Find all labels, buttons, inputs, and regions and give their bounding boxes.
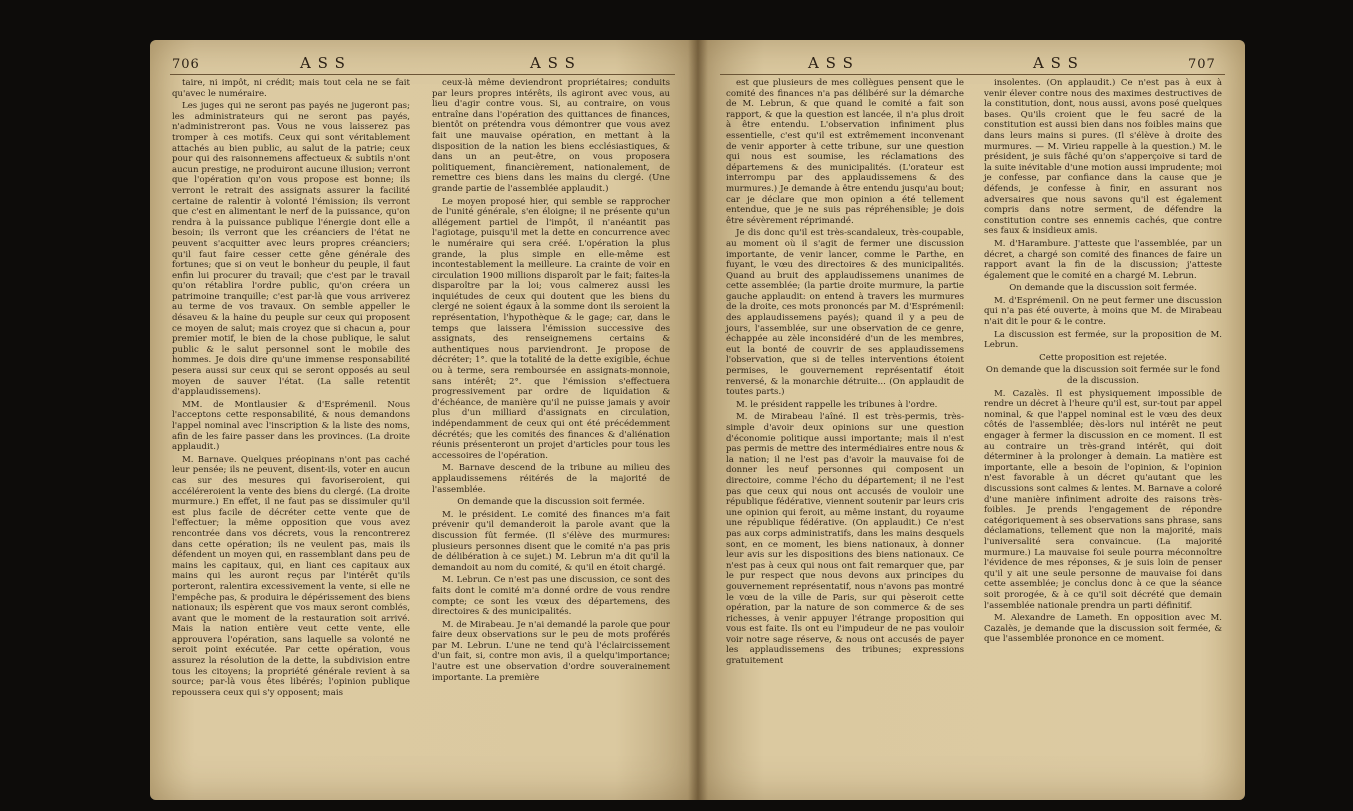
paragraph: M. Cazalès. Il est physiquement impossible de rendre un décret à l'heure qu'il est, sur-tout par appel nominal, & que l'appel nominal est le vœu des deux côtés de l'assemblée; dès-lors nul intérêt ne peut engager à fermer la discussion en ce moment. Il est au contraire un très-grand intérêt, qui doit déterminer à la prolonger à demain. La matière est importante, elle a besoin de l'opinion, & l'opinion n'est favorable à un décret qu'autant que les discussions sont calmes & lentes. M. Barnave a coloré d'une manière infiniment adroite des raisons très-foibles. Je prends l'engagement de répondre catégoriquement à ses observations sans phrase, sans déclamations, tellement que non la majorité, mais l'universalité sera convaincue. (La majorité murmure.) La mauvaise foi seule pourra méconnoître l'évidence de mes réponses, & je suis loin de penser qu'il y ait une seule personne de mauvaise foi dans cette assemblée; je conclus donc à ce que la séance soit prorogée, & à ce qu'il soit décrété que demain l'assemblée nationale prendra un parti définitif. <box>984 388 1222 611</box>
page-number-right: 707 <box>1188 57 1216 72</box>
header-rule-right <box>720 74 1225 75</box>
paragraph: M. le président rappelle les tribunes à l'ordre. <box>736 399 938 410</box>
right-column-2 <box>984 78 1222 647</box>
paragraph: M. Lebrun. Ce n'est pas une discussion, ce sont des faits dont le comité m'a donné ordre de vous rendre compte; ce sont les vœux des départemens, des directoires & des municipalités. <box>432 575 670 618</box>
left-column-1 <box>172 78 410 700</box>
paragraph: La discussion est fermée, sur la proposition de M. Lebrun. <box>984 329 1222 351</box>
running-head-right-2: A S S <box>1033 54 1079 72</box>
paragraph: Le moyen proposé hier, qui semble se rapprocher de l'unité générale, s'en éloigne; il ne présente qu'un allégement partiel de l'impôt, il n'anéantit pas l'agiotage, puisqu'il met la dette en concurrence avec le numéraire qui sera créé. L'opération la plus grande, la plus simple en elle-même est incontestablement la meilleure. La crainte de voir en circulation 1900 millions disparoît par le fait; faites-la disparoître par la loi; vous calmerez aussi les inquiétudes de ceux qui doutent que les biens du clergé ne soient égaux à la somme dont ils seroient la représentation, l'hypothèque & le gage; car, dans le temps que laissera l'émission successive des assignats, des renseignemens certains & authentiques nous parviendront. Je propose de décréter; 1°. que la totalité de la dette exigible, échue ou à terme, sera remboursée en assignats-monnoie, sans intérêt; 2°. que l'émission s'effectuera progressivement par ordre de liquidation & d'échéance, de manière qu'il ne puisse jamais y avoir plus d'un milliard d'assignats en circulation, indépendamment de ceux qui ont été précédemment décrétés; que les comités des finances & d'aliénation réunis présenteront un projet d'articles pour tous les accessoires de l'opération. <box>432 196 670 461</box>
paragraph: ceux-là même deviendront propriétaires; conduits par leurs propres intérêts, ils agiront avec vous, au lieu d'agir contre vous. Si, au contraire, on vous entraîne dans l'opération des quittances de finances, bientôt on prétendra vous démontrer que vous avez fait une mauvaise opération, en mettant à la disposition de la nation les biens ecclésiastiques, & dans un an peut-être, on vous proposera politiquement, financièrement, nationalement, de remettre ces biens dans les mains du clergé. (Une grande partie de l'assemblée applaudit.) <box>432 78 670 194</box>
header-rule-left <box>170 74 675 75</box>
right-page <box>698 40 1245 800</box>
book-spread <box>150 40 1245 800</box>
paragraph: Les juges qui ne seront pas payés ne jugeront pas; les administrateurs qui ne seront pas payés, n'administreront pas. Vous ne vous laisserez pas tromper à ces motifs. Ceux qui sont véritablement attachés au bien public, au salut de la patrie; ceux pour qui des raisonnemens affectueux & subtils n'ont aucun prestige, ne produiront aucune illusion; verront que l'opération qu'on vous propose est bonne; ils verront le retrait des assignats assurer la facilité certaine de ralentir à volonté l'émission; ils verront que c'est en alimentant le nerf de la puissance, qu'on rendra à la puissance publique l'énergie dont elle a besoin; ils verront que les créanciers de l'état ne peuvent s'acquitter avec leurs propres créanciers; qu'il faut faire cesser cette gêne générale des fortunes; que si on veut le bonheur du peuple, il faut enfin lui procurer du travail; que c'est par le travail qu'on rétablira l'ordre public, qu'on créera un patrimoine tranquille; c'est par-là que vous arriverez au terme de vos travaux. On semble appeller le désaveu & la haine du peuple sur ceux qui proposent ce moyen de salut; mais croyez que si chacun a, pour premier motif, le bien de la chose publique, le salut public & le salut personnel sont le mobile des hommes. Je dois dire qu'une immense responsabilité pesera aussi sur ceux qui se seront opposés au seul moyen de sauver l'état. (La salle retentit d'applaudissemens). <box>172 101 410 398</box>
running-head-right-1: A S S <box>808 54 854 72</box>
paragraph: M. d'Harambure. J'atteste que l'assemblée, par un décret, a chargé son comité des finances de faire un rapport avant la fin de la discussion; j'atteste également que le comité en a chargé M. Lebrun. <box>984 238 1222 281</box>
paragraph: MM. de Montlausier & d'Esprémenil. Nous l'acceptons cette responsabilité, & nous demandons l'appel nominal avec l'inscription & la liste des noms, afin de les faire passer dans les provinces. (La droite applaudit.) <box>172 399 410 453</box>
page-number-left: 706 <box>172 57 200 72</box>
left-page <box>150 40 698 800</box>
paragraph: est que plusieurs de mes collègues pensent que le comité des finances n'a pas délibéré sur la démarche de M. Lebrun, & que quand le comité a fait son rapport, & que la question est lancée, il n'a plus droit à être entendu. L'observation infiniment plus essentielle, c'est qu'il est extrêmement inconvenant de venir apporter à cette tribune, sur une question qui nous est soumise, les réclamations des départemens & des municipalités. (L'orateur est interrompu par des applaudissemens & des murmures.) Je demande à être entendu jusqu'au bout; car je déclare que mon opinion a été tellement entendue, que je ne suis pas répréhensible; je dois être sévèrement réprimandé. <box>726 78 964 226</box>
right-column-1 <box>726 78 964 669</box>
paragraph: M. Alexandre de Lameth. En opposition avec M. Cazalès, je demande que la discussion soit fermée, & que l'assemblée prononce en ce moment. <box>984 613 1222 645</box>
paragraph: Cette proposition est rejetée. <box>1039 352 1167 363</box>
left-column-2 <box>432 78 670 685</box>
paragraph: Je dis donc qu'il est très-scandaleux, très-coupable, au moment où il s'agit de fermer une discussion importante, de venir lancer, comme le Parthe, en fuyant, le vœu des directoires & des municipalités. Quand au bruit des applaudissemens unanimes de cette assemblée; (la partie droite murmure, la partie gauche applaudit: on entend à travers les murmures de la droite, ces mots prononcés par M. d'Esprémenil: des applaudissemens payés); quand il y a peu de jours, l'assemblée, sur une observation de ce genre, échappée au zèle inconsidéré d'un de les membres, eut la bonté de couvrir de ses applaudissemens l'observation, que si de telles interventions étoient permises, le gouvernement représentatif étoit renversé, & la monarchie détruite... (On applaudit de toutes parts.) <box>726 228 964 398</box>
running-head-left-2: A S S <box>530 54 576 72</box>
paragraph: On demande que la discussion soit fermée sur le fond de la discussion. <box>985 365 1221 387</box>
paragraph: On demande que la discussion soit fermée. <box>457 497 645 508</box>
paragraph: On demande que la discussion soit fermée. <box>1009 283 1197 294</box>
paragraph: M. de Mirabeau l'aîné. Il est très-permis, très-simple d'avoir deux opinions sur une question d'économie politique aussi importante; mais il n'est pas permis de mettre des intermédiaires entre nous & la nation; il ne l'est pas d'avoir la mauvaise foi de donner les neuf personnes qui composent un directoire, comme l'écho du département; il ne l'est pas que ceux qui nous ont accusés de vouloir une république fédérative, viennent soutenir par leurs cris une opinion qui feroit, au même instant, du royaume une république fédérative. (On applaudit.) Ce n'est pas aux corps administratifs, dans les mains desquels sont, en ce moment, les biens nationaux, à donner leur avis sur les dispositions des biens nationaux. Ce n'est pas à ceux qui nous ont fait remarquer que, par le pur respect que nous devons aux principes du gouvernement représentatif, nous n'avons pas montré le vœu de la ville de Paris, sur qui pèseroit cette opération, par la nature de son commerce & de ses richesses, à venir appuyer l'étrange proposition qui vous est faite. Ils ont eu l'impudeur de ne pas vouloir voir notre sage réserve, & nous ont accusés de payer les applaudissemens des tribunes; expressions gratuitement <box>726 412 964 667</box>
paragraph: M. de Mirabeau. Je n'ai demandé la parole que pour faire deux observations sur le peu de mots proférés par M. Lebrun. L'une ne tend qu'à l'éclaircissement d'un fait, si, contre mon avis, il a quelqu'importance; l'autre est une observation d'ordre souverainement importante. La première <box>432 619 670 683</box>
paragraph: M. Barnave descend de la tribune au milieu des applaudissemens réitérés de la majorité de l'assemblée. <box>432 463 670 495</box>
paragraph: M. le président. Le comité des finances m'a fait prévenir qu'il demanderoit la parole avant que la discussion fût fermée. (Il s'élève des murmures: plusieurs personnes disent que le comité n'a pas pris de délibération à ce sujet.) M. Lebrun m'a dit qu'il la demandoit au nom du comité, & qu'il en étoit chargé. <box>432 509 670 573</box>
paragraph: M. d'Esprémenil. On ne peut fermer une discussion qui n'a pas été ouverte, à moins que M. de Mirabeau n'ait dit le pour & le contre. <box>984 295 1222 328</box>
paragraph: taire, ni impôt, ni crédit; mais tout cela ne se fait qu'avec le numéraire. <box>172 78 410 99</box>
paragraph: insolentes. (On applaudit.) Ce n'est pas à eux à venir élever contre nous des maximes destructives de la constitution, dont, nous aussi, avons posé quelques bases. Qu'ils croient que le feu sacré de la constitution est aussi bien dans nos foibles mains que dans leurs mains si pures. (Il s'élève à droite des murmures. — M. Virieu rappelle à la question.) M. le président, je suis fâché qu'on s'apperçoive si tard de la suite inévitable d'une motion aussi imprudente; moi je confesse, par confiance dans la cause que je défends, je confesse à finir, en assurant nos adversaires que nous savons qu'il est également compris dans notre serment, de défendre la constitution contre ses ennemis cachés, que contre ses faux & insidieux amis. <box>984 78 1222 237</box>
book-gutter <box>688 40 708 800</box>
running-head-left-1: A S S <box>300 54 346 72</box>
paragraph: M. Barnave. Quelques préopinans n'ont pas caché leur pensée; ils ne peuvent, disent-ils, voter en aucun cas sur des mesures qui favoriseroient, qui accéléreroient la vente des biens du clergé. (La droite murmure.) En effet, il ne faut pas se dissimuler qu'il est plus facile de décréter cette vente que de l'effectuer; la même opposition que vous avez rencontrée dans vos décrets, vous la rencontrerez dans cette opération; ils ne veulent pas, mais ils défendent un moyen qui, en rassemblant dans peu de mains les capitaux, qui, en liant ces capitaux aux mains qui les auront reçus par l'intérêt qu'ils porteront, ralentira excessivement la vente, si elle ne l'empêche pas, & produira le dépérissement des biens nationaux; ils espèrent que vos maux seront comblés, avant que le moment de la restauration soit arrivé. Mais la nation entière veut cette vente, elle approuvera l'opération, sans laquelle sa volonté ne seroit point exécutée. Par cette opération, vous assurez la résolution de la dette, la subdivision entre tous les citoyens; la propriété générale revient à sa source; par-là vous êtes libérés; l'opinion publique repoussera ceux qui s'y opposent; mais <box>172 454 410 698</box>
